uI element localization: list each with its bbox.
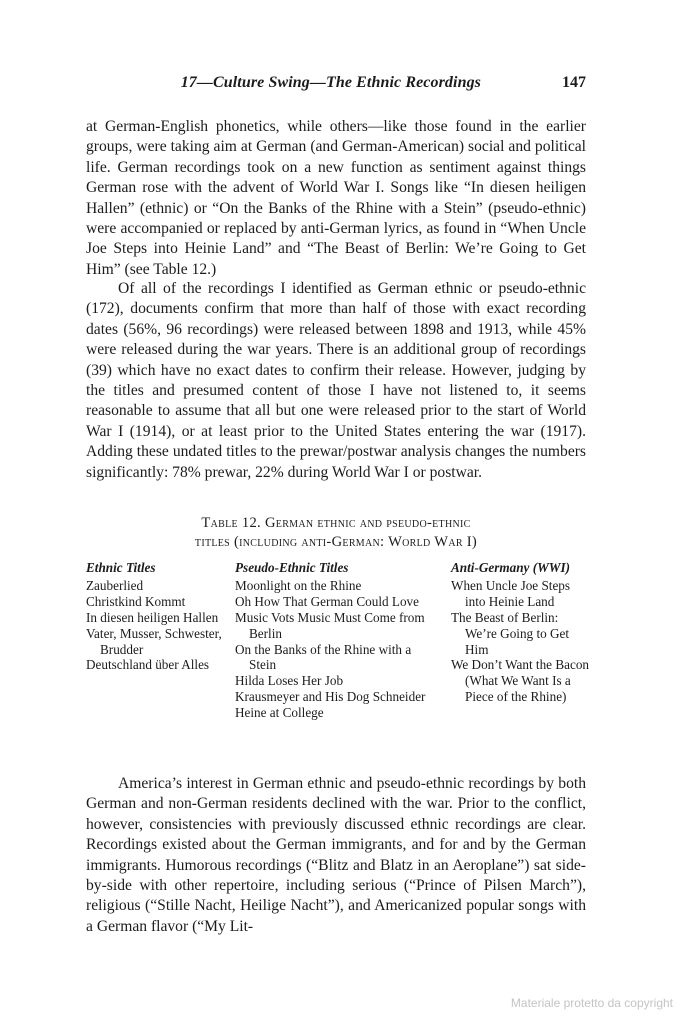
table-entry: Vater, Musser, Schwester, Brudder: [86, 625, 222, 657]
body-paragraph: America’s interest in German ethnic and pseudo-ethnic recordings by both German and non-German residents declined with the war. Prior to the conflict, however, consistencies with previously discussed ethnic recordings are clear. Recordings existed about the German immigrants, and for and by the German immigrants. Humorous recordings (“Blitz and Blatz in an Aeroplane”) sat side-by-side with other repertoire, including serious (“Prince of Pilsen March”), religious (“Stille Nacht, Heilige Nacht”), and Americanized popular songs with a German flavor (“My Lit-: [86, 775, 586, 935]
table-column-anti-germany: [451, 560, 591, 705]
table-caption: [86, 514, 586, 552]
table-entry: Heine at College: [235, 705, 324, 721]
table-column-ethnic: [86, 560, 226, 673]
table-entry: On the Banks of the Rhine with a Stein: [235, 641, 412, 673]
table-entry: Music Vots Music Must Come from Berlin: [235, 609, 425, 641]
running-title: 17—Culture Swing—The Ethnic Recordings: [180, 74, 481, 91]
table-entry: Christkind Kommt: [86, 593, 186, 609]
column-header: Pseudo-Ethnic Titles: [235, 560, 349, 575]
table-entry: Moonlight on the Rhine: [235, 577, 362, 593]
table-entry: Krausmeyer and His Dog Schneider: [235, 689, 426, 705]
page-number: 147: [562, 74, 586, 91]
body-paragraph: at German-English phonetics, while others—like those found in the earlier groups, were taking aim at German (and German-American) social and political life. German recordings took on a new function as sentiment against things German rose with the advent of World War I. Songs like “In diesen heiligen Hallen” (ethnic) or “On the Banks of the Rhine with a Stein” (pseudo-ethnic) were accompanied or replaced by anti-German lyrics, as found in “When Uncle Joe Steps into Heinie Land” and “The Beast of Berlin: We’re Going to Get Him” (see Table 12.): [86, 118, 586, 278]
column-header: Anti-Germany (WWI): [451, 560, 571, 575]
page-header: [86, 74, 586, 96]
column-header: Ethnic Titles: [86, 560, 156, 575]
table-entry: In diesen heiligen Hallen: [86, 609, 219, 625]
table-entry: The Beast of Berlin: We’re Going to Get Him: [451, 609, 570, 657]
table-entry: We Don’t Want the Bacon (What We Want Is a Piece of the Rhine): [451, 657, 590, 705]
table-caption-line: titles (including anti-German: World War I): [194, 534, 478, 550]
table-entry: Hilda Loses Her Job: [235, 673, 344, 689]
table-entry: Oh How That German Could Love: [235, 593, 419, 609]
table-caption-line: Table 12. German ethnic and pseudo-ethnic: [201, 515, 471, 531]
table-entry: Zauberlied: [86, 577, 144, 593]
body-paragraph: Of all of the recordings I identified as German ethnic or pseudo-ethnic (172), documents confirm that more than half of those with exact recording dates (56%, 96 recordings) were released between 1898 and 1913, while 45% were released during the war years. There is an additional group of recordings (39) which have no exact dates to confirm their release. However, judging by the titles and presumed content of those I have not listened to, it seems reasonable to assume that all but one were released prior to the start of World War I (1914), or at least prior to the United States entering the war (1917). Adding these undated titles to the prewar/postwar analysis changes the numbers significantly: 78% prewar, 22% during World War I or postwar.: [86, 280, 586, 481]
table-entry: Deutschland über Alles: [86, 657, 210, 673]
table-entry: When Uncle Joe Steps into Heinie Land: [451, 577, 571, 609]
copyright-watermark: Materiale protetto da copyright: [510, 996, 673, 1010]
table-column-pseudo-ethnic: [235, 560, 440, 721]
